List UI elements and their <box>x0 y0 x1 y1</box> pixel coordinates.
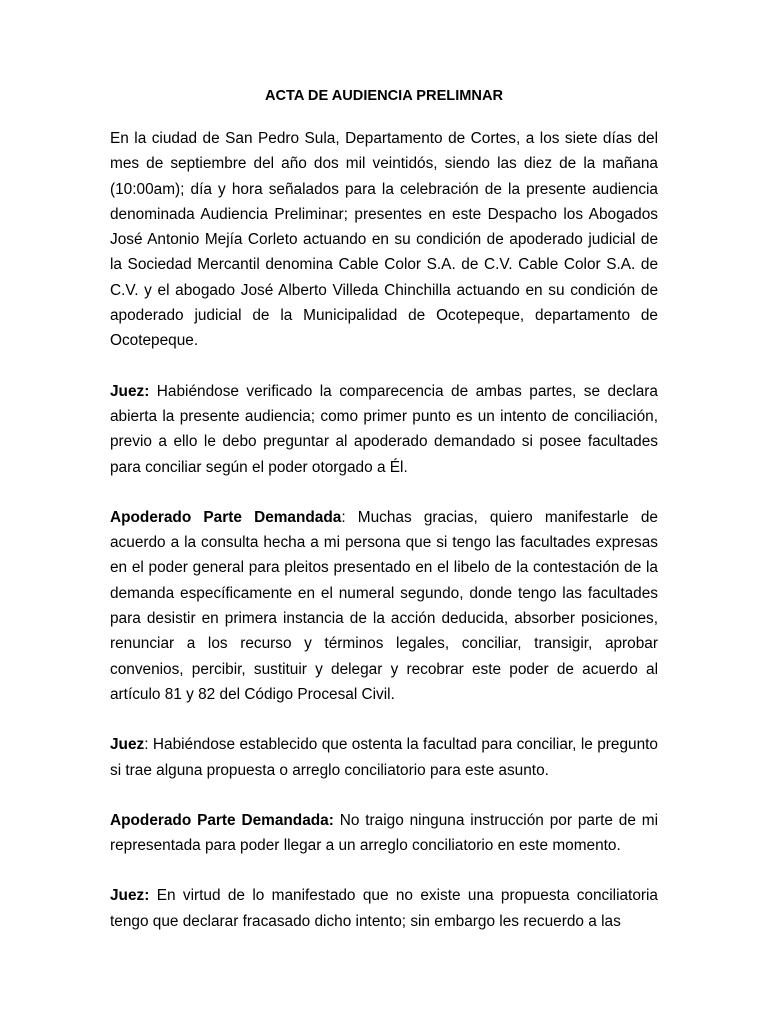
paragraph-text: En virtud de lo manifestado que no existe una propuesta conciliatoria tengo que declarar fracasado dicho intento; sin embargo les recuerdo a las <box>110 887 658 930</box>
paragraph-text: En la ciudad de San Pedro Sula, Departamento de Cortes, a los siete días del mes de septiembre del año dos mil veintidós, siendo las diez de la mañana (10:00am); día y hora señalados para la celebración de la presente audiencia denominada Audiencia Preliminar; presentes en este Despacho los Abogados José Antonio Mejía Corleto actuando en su condición de apoderado judicial de la Sociedad Mercantil denomina Cable Color S.A. de C.V. Cable Color S.A. de C.V. y el abogado José Alberto Villeda Chinchilla actuando en su condición de apoderado judicial de la Municipalidad de Ocotepeque, departamento de Ocotepeque. <box>110 130 658 350</box>
paragraph-text: Habiéndose establecido que ostenta la facultad para conciliar, le pregunto si trae alguna propuesta o arreglo conciliatorio para este asunto. <box>110 736 658 779</box>
paragraph-juez-3 <box>110 883 658 934</box>
paragraph-apoderado-1 <box>110 505 658 707</box>
document-title: ACTA DE AUDIENCIA PRELIMNAR <box>264 88 504 104</box>
speaker-label: Apoderado Parte Demandada <box>110 508 342 526</box>
document-body <box>110 84 658 959</box>
paragraph-apoderado-2 <box>110 808 658 859</box>
speaker-label: Juez: <box>110 887 150 905</box>
paragraph-text: Muchas gracias, quiero manifestarle de acuerdo a la consulta hecha a mi persona que si tengo las facultades expresas en el poder general para pleitos presentado en el libelo de la contestación de la demanda específicamente en el numeral segundo, donde tengo las facultades para desistir en primera instancia de la acción deducida, absorber posiciones, renunciar a los recurso y términos legales, conciliar, transigir, aprobar convenios, percibir, sustituir y delegar y recobrar este poder de acuerdo al artículo 81 y 82 del Código Procesal Civil. <box>110 508 658 703</box>
paragraph-juez-1 <box>110 379 658 480</box>
speaker-label: Juez: <box>110 382 150 400</box>
paragraph-juez-2 <box>110 732 658 783</box>
speaker-punct: : <box>341 508 346 526</box>
speaker-label: Apoderado Parte Demandada: <box>110 811 334 829</box>
speaker-label: Juez <box>110 736 145 754</box>
speaker-punct: : <box>144 736 149 754</box>
paragraph-text: Habiéndose verificado la comparecencia de ambas partes, se declara abierta la presente audiencia; como primer punto es un intento de conciliación, previo a ello le debo preguntar al apoderado demandado si posee facultades para conciliar según el poder otorgado a Él. <box>110 382 658 476</box>
paragraph-text: No traigo ninguna instrucción por parte de mi representada para poder llegar a un arreglo conciliatorio en este momento. <box>110 811 658 855</box>
paragraph-opening <box>110 126 658 354</box>
